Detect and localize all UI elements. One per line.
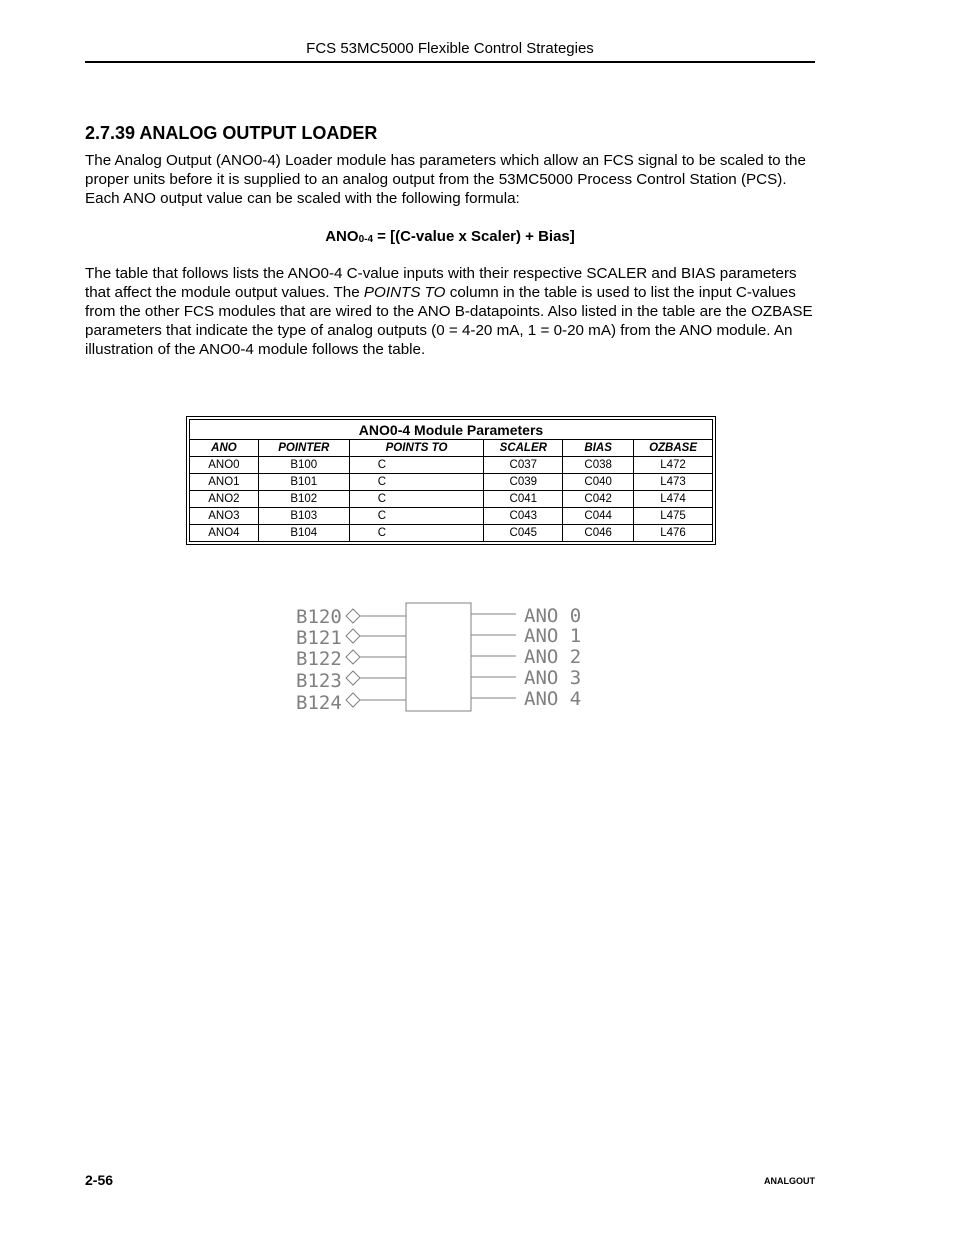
- ano-module-diagram: [280, 595, 600, 720]
- page-number: 2-56: [85, 1172, 114, 1188]
- input-label: B120: [296, 606, 342, 628]
- table-cell: C044: [563, 508, 634, 525]
- table-header-row: [190, 440, 713, 457]
- table-cell: C043: [484, 508, 563, 525]
- table-cell: ANO4: [190, 525, 259, 542]
- para2-text-after: column in the table is used to list the input C-values from the other FCS modules that are wired to the ANO B-datapoints. Also listed in the table are the OZBASE parameters that indicate the type of analog outputs (0 = 4-20 mA, 1 = 0-20 mA) from the ANO module. An illustration of the ANO0-4 module follows the table.: [85, 284, 813, 358]
- footer-code: ANALGOUT: [764, 1176, 815, 1186]
- table-cell: B102: [258, 491, 349, 508]
- para2-italic-term: POINTS TO: [363, 284, 446, 301]
- column-header: BIAS: [563, 440, 634, 457]
- input-diamond-icon: [346, 609, 360, 623]
- table-cell: B103: [258, 508, 349, 525]
- output-label: ANO 1: [524, 625, 582, 647]
- section-heading: 2.7.39 ANALOG OUTPUT LOADER: [85, 123, 378, 143]
- input-3: [296, 670, 406, 692]
- formula-rhs: = [(C-value x Scaler) + Bias]: [373, 228, 575, 245]
- table-cell: C038: [563, 457, 634, 474]
- table-row: [190, 474, 713, 491]
- table-cell: L476: [634, 525, 713, 542]
- table-description-paragraph: [85, 264, 817, 359]
- table-cell: C037: [484, 457, 563, 474]
- table-cell: L474: [634, 491, 713, 508]
- input-diamond-icon: [346, 693, 360, 707]
- table-row: [190, 457, 713, 474]
- column-header: POINTER: [258, 440, 349, 457]
- table-cell: C: [349, 457, 484, 474]
- table-cell: C: [349, 525, 484, 542]
- table-cell: C045: [484, 525, 563, 542]
- table-cell: C: [349, 474, 484, 491]
- column-header: POINTS TO: [349, 440, 484, 457]
- table-cell: C: [349, 491, 484, 508]
- para2-text-before: The table that follows lists the ANO0-4 C-value inputs with their respective SCALER and BIAS parameters that affect the module output values. The: [85, 265, 797, 301]
- input-0: [296, 606, 406, 628]
- output-label: ANO 2: [524, 646, 582, 668]
- column-header: OZBASE: [634, 440, 713, 457]
- input-4: [296, 692, 406, 714]
- parameters-table-frame: [186, 416, 716, 545]
- table-row: [190, 525, 713, 542]
- parameters-table: [189, 419, 713, 542]
- input-diamond-icon: [346, 629, 360, 643]
- table-cell: C039: [484, 474, 563, 491]
- table-cell: B100: [258, 457, 349, 474]
- input-1: [296, 627, 406, 649]
- column-header: ANO: [190, 440, 259, 457]
- module-block: [406, 603, 471, 711]
- table-cell: C042: [563, 491, 634, 508]
- column-header: SCALER: [484, 440, 563, 457]
- table-cell: C: [349, 508, 484, 525]
- input-diamond-icon: [346, 650, 360, 664]
- table-title: ANO0-4 Module Parameters: [189, 419, 713, 439]
- input-2: [296, 648, 406, 670]
- output-label: ANO 4: [524, 688, 582, 710]
- output-0: [471, 605, 581, 627]
- table-cell: L472: [634, 457, 713, 474]
- input-label: B123: [296, 670, 342, 692]
- header-rule: [85, 61, 815, 63]
- table-cell: C041: [484, 491, 563, 508]
- output-1: [471, 625, 581, 647]
- table-cell: C046: [563, 525, 634, 542]
- formula-subscript: 0-4: [358, 234, 374, 245]
- output-2: [471, 646, 581, 668]
- table-cell: ANO0: [190, 457, 259, 474]
- table-cell: B104: [258, 525, 349, 542]
- table-cell: ANO1: [190, 474, 259, 491]
- input-label: B121: [296, 627, 342, 649]
- input-label: B122: [296, 648, 342, 670]
- table-cell: C040: [563, 474, 634, 491]
- table-row: [190, 508, 713, 525]
- input-diamond-icon: [346, 671, 360, 685]
- output-label: ANO 3: [524, 667, 582, 689]
- table-cell: L473: [634, 474, 713, 491]
- table-cell: ANO3: [190, 508, 259, 525]
- table-cell: L475: [634, 508, 713, 525]
- table-cell: ANO2: [190, 491, 259, 508]
- input-label: B124: [296, 692, 342, 714]
- formula-lhs: ANO: [325, 228, 359, 245]
- intro-paragraph: The Analog Output (ANO0-4) Loader module has parameters which allow an FCS signal to be scaled to the proper units before it is supplied to an analog output from the 53MC5000 Process Control Station (PCS). Each ANO output value can be scaled with the following formula:: [85, 152, 806, 207]
- running-header: FCS 53MC5000 Flexible Control Strategies: [306, 40, 594, 57]
- scaling-formula: [85, 228, 815, 245]
- table-row: [190, 491, 713, 508]
- output-4: [471, 688, 581, 710]
- output-3: [471, 667, 581, 689]
- output-label: ANO 0: [524, 605, 582, 627]
- table-cell: B101: [258, 474, 349, 491]
